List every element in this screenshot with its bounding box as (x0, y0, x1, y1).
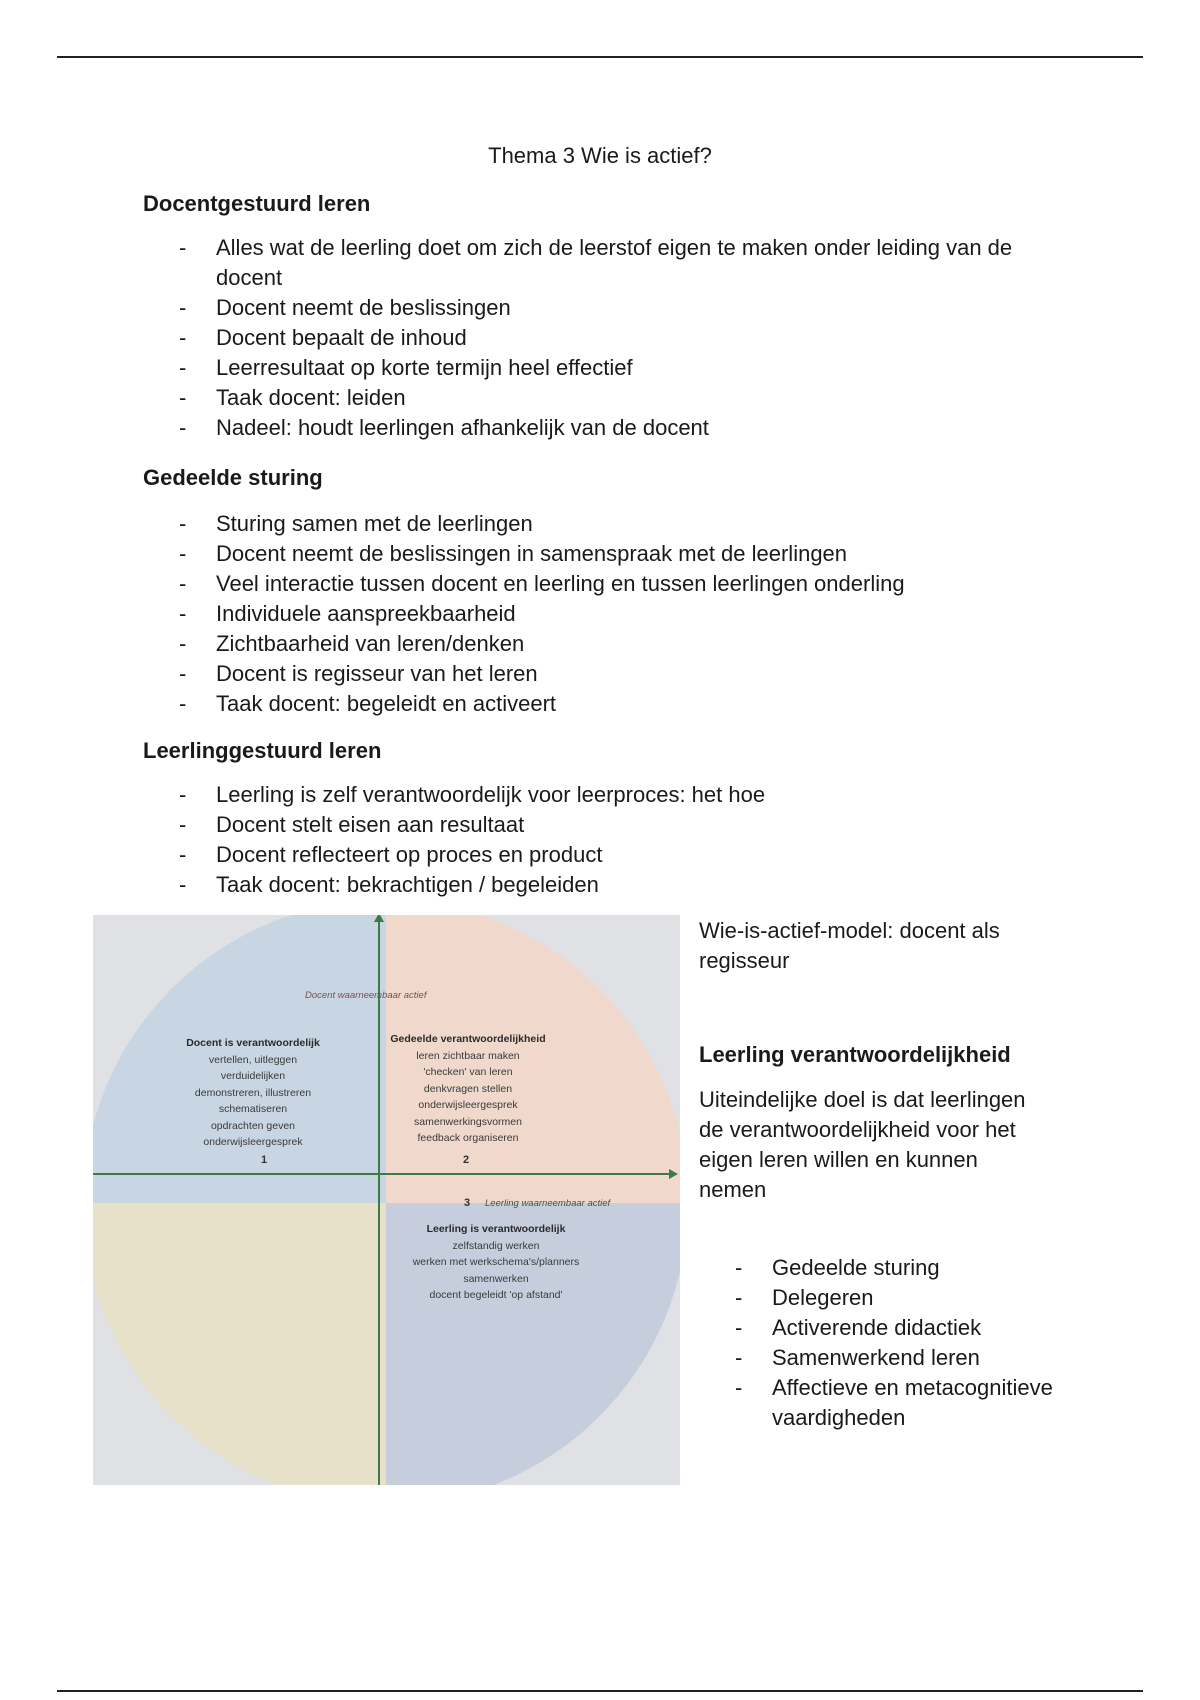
quadrant-3-line: zelfstandig werken (452, 1239, 540, 1252)
list-item (143, 413, 1043, 443)
bullet-dash: - (179, 385, 187, 410)
diagram-caption: Wie-is-actief-model: docent als regisseur (699, 918, 1000, 973)
bullet-dash: - (179, 842, 187, 867)
list-item (699, 1373, 1079, 1433)
list-item (143, 383, 1043, 413)
bullet-dash: - (179, 601, 187, 626)
header-rule (57, 56, 1143, 58)
bullet-dash: - (179, 872, 187, 897)
list-item (699, 1283, 1079, 1313)
quadrant-1-line: opdrachten geven (210, 1119, 296, 1132)
bullet-dash: - (179, 511, 187, 536)
list-item-text: Nadeel: houdt leerlingen afhankelijk van de docent (216, 415, 709, 440)
section-heading: Docentgestuurd leren (143, 191, 371, 216)
list-item-text: Docent reflecteert op proces en product (216, 842, 603, 867)
list-item-text: Taak docent: begeleidt en activeert (216, 691, 557, 716)
list-item (143, 780, 1043, 810)
bullet-dash: - (735, 1375, 743, 1400)
quadrant-3-line: werken met werkschema's/planners (412, 1256, 580, 1268)
list-item-text: Zichtbaarheid van leren/denken (216, 631, 525, 656)
list-item-text: Docent neemt de beslissingen (216, 295, 511, 320)
list-item-text: Docent is regisseur van het leren (216, 661, 538, 686)
quadrant-3-heading: Leerling is verantwoordelijk (426, 1223, 566, 1235)
section-heading: Leerlinggestuurd leren (143, 738, 382, 763)
list-item-text: Leerresultaat op korte termijn heel effectief (216, 355, 633, 380)
list-item-text: Gedeelde sturing (772, 1255, 940, 1280)
bullet-dash: - (179, 235, 187, 260)
list-item (699, 1253, 1079, 1283)
list-item (143, 870, 1043, 900)
section-heading: Gedeelde sturing (143, 465, 323, 490)
list-item-text: Delegeren (772, 1285, 874, 1310)
list-item (143, 599, 1043, 629)
quadrant-1-heading: Docent is verantwoordelijk (186, 1037, 320, 1049)
bullet-dash: - (735, 1345, 743, 1370)
quadrant-2-heading: Gedeelde verantwoordelijkheid (390, 1033, 546, 1045)
side-bullet-list (699, 1253, 1079, 1433)
section-docentgestuurd (143, 189, 1043, 443)
list-item-text: Activerende didactiek (772, 1315, 982, 1340)
list-item-text: Taak docent: bekrachtigen / begeleiden (216, 872, 599, 897)
list-item-text: Leerling is zelf verantwoordelijk voor leerproces: het hoe (216, 782, 766, 807)
list-item (143, 659, 1043, 689)
list-item (143, 539, 1043, 569)
list-item (699, 1343, 1079, 1373)
list-item (143, 810, 1043, 840)
list-item (143, 840, 1043, 870)
list-item-text: Samenwerkend leren (772, 1345, 980, 1370)
page-title: Thema 3 Wie is actief? (488, 143, 712, 168)
list-item (143, 689, 1043, 719)
quadrant-3-line: samenwerken (463, 1272, 529, 1285)
list-item (143, 509, 1043, 539)
bullet-dash: - (735, 1255, 743, 1280)
quadrant-3-text (386, 1221, 606, 1304)
bullet-dash: - (179, 355, 187, 380)
section-gedeelde-sturing (143, 463, 1043, 719)
quadrant-3-number: 3 (464, 1197, 471, 1209)
quadrant-2-line: 'checken' van leren (423, 1066, 513, 1078)
list-item (143, 569, 1043, 599)
list-item (143, 629, 1043, 659)
list-item-text: Sturing samen met de leerlingen (216, 511, 533, 536)
list-item (143, 233, 1043, 293)
quadrant-2-line: leren zichtbaar maken (416, 1049, 520, 1062)
right-axis-label: Leerling waarneembaar actief (485, 1198, 611, 1209)
quadrant-2-number: 2 (463, 1154, 470, 1166)
section-leerlinggestuurd (143, 736, 1043, 900)
bullet-dash: - (735, 1285, 743, 1310)
bullet-dash: - (179, 571, 187, 596)
bullet-list (143, 509, 1043, 719)
list-item-text: Alles wat de leerling doet om zich de leerstof eigen te maken onder leiding van de docent (216, 235, 1013, 290)
list-item-text: Individuele aanspreekbaarheid (216, 601, 516, 626)
quadrant-1-line: vertellen, uitleggen (208, 1053, 298, 1066)
list-item-text: Docent stelt eisen aan resultaat (216, 812, 525, 837)
list-item (699, 1313, 1079, 1343)
bullet-dash: - (179, 691, 187, 716)
horizontal-axis (93, 1173, 671, 1175)
quadrant-2-line: samenwerkingsvormen (414, 1115, 522, 1128)
arrow-up-icon (374, 915, 384, 922)
quadrant-2-line: onderwijsleergesprek (418, 1099, 518, 1111)
quadrant-1-text (173, 1035, 333, 1151)
quadrant-1-line: verduidelijken (220, 1070, 286, 1082)
bullet-dash: - (179, 631, 187, 656)
bullet-list (143, 233, 1043, 443)
arrow-right-icon (669, 1169, 678, 1179)
quadrant-3-line: docent begeleidt 'op afstand' (429, 1289, 563, 1301)
quadrant-empty (93, 1203, 386, 1486)
list-item (143, 323, 1043, 353)
side-paragraph: Uiteindelijke doel is dat leerlingen de verantwoordelijkheid voor het eigen leren willen en kunnen nemen (699, 1087, 1026, 1202)
bullet-dash: - (179, 661, 187, 686)
quadrant-1-line: onderwijsleergesprek (203, 1136, 303, 1148)
quadrant-1-line: demonstreren, illustreren (194, 1086, 312, 1099)
bullet-dash: - (179, 415, 187, 440)
bullet-dash: - (735, 1315, 743, 1340)
bullet-dash: - (179, 812, 187, 837)
quadrant-2-text (383, 1031, 553, 1147)
bullet-list (143, 780, 1043, 900)
list-item-text: Veel interactie tussen docent en leerling en tussen leerlingen onderling (216, 571, 905, 596)
bullet-dash: - (179, 541, 187, 566)
list-item (143, 293, 1043, 323)
side-heading: Leerling verantwoordelijkheid (699, 1042, 1011, 1067)
wie-is-actief-diagram (93, 915, 680, 1485)
quadrant-1-line: schematiseren (218, 1103, 288, 1115)
quadrant-2-line: feedback organiseren (417, 1132, 519, 1144)
quadrant-2-line: denkvragen stellen (423, 1082, 513, 1095)
footer-rule (57, 1690, 1143, 1692)
bullet-dash: - (179, 295, 187, 320)
list-item-text: Affectieve en metacognitieve vaardigheden (772, 1375, 1053, 1430)
quadrant-1-number: 1 (261, 1154, 268, 1166)
top-axis-label: Docent waarneembaar actief (305, 990, 427, 1001)
bullet-dash: - (179, 782, 187, 807)
list-item-text: Taak docent: leiden (216, 385, 406, 410)
list-item (143, 353, 1043, 383)
bullet-dash: - (179, 325, 187, 350)
list-item-text: Docent neemt de beslissingen in samenspraak met de leerlingen (216, 541, 848, 566)
list-item-text: Docent bepaalt de inhoud (216, 325, 467, 350)
